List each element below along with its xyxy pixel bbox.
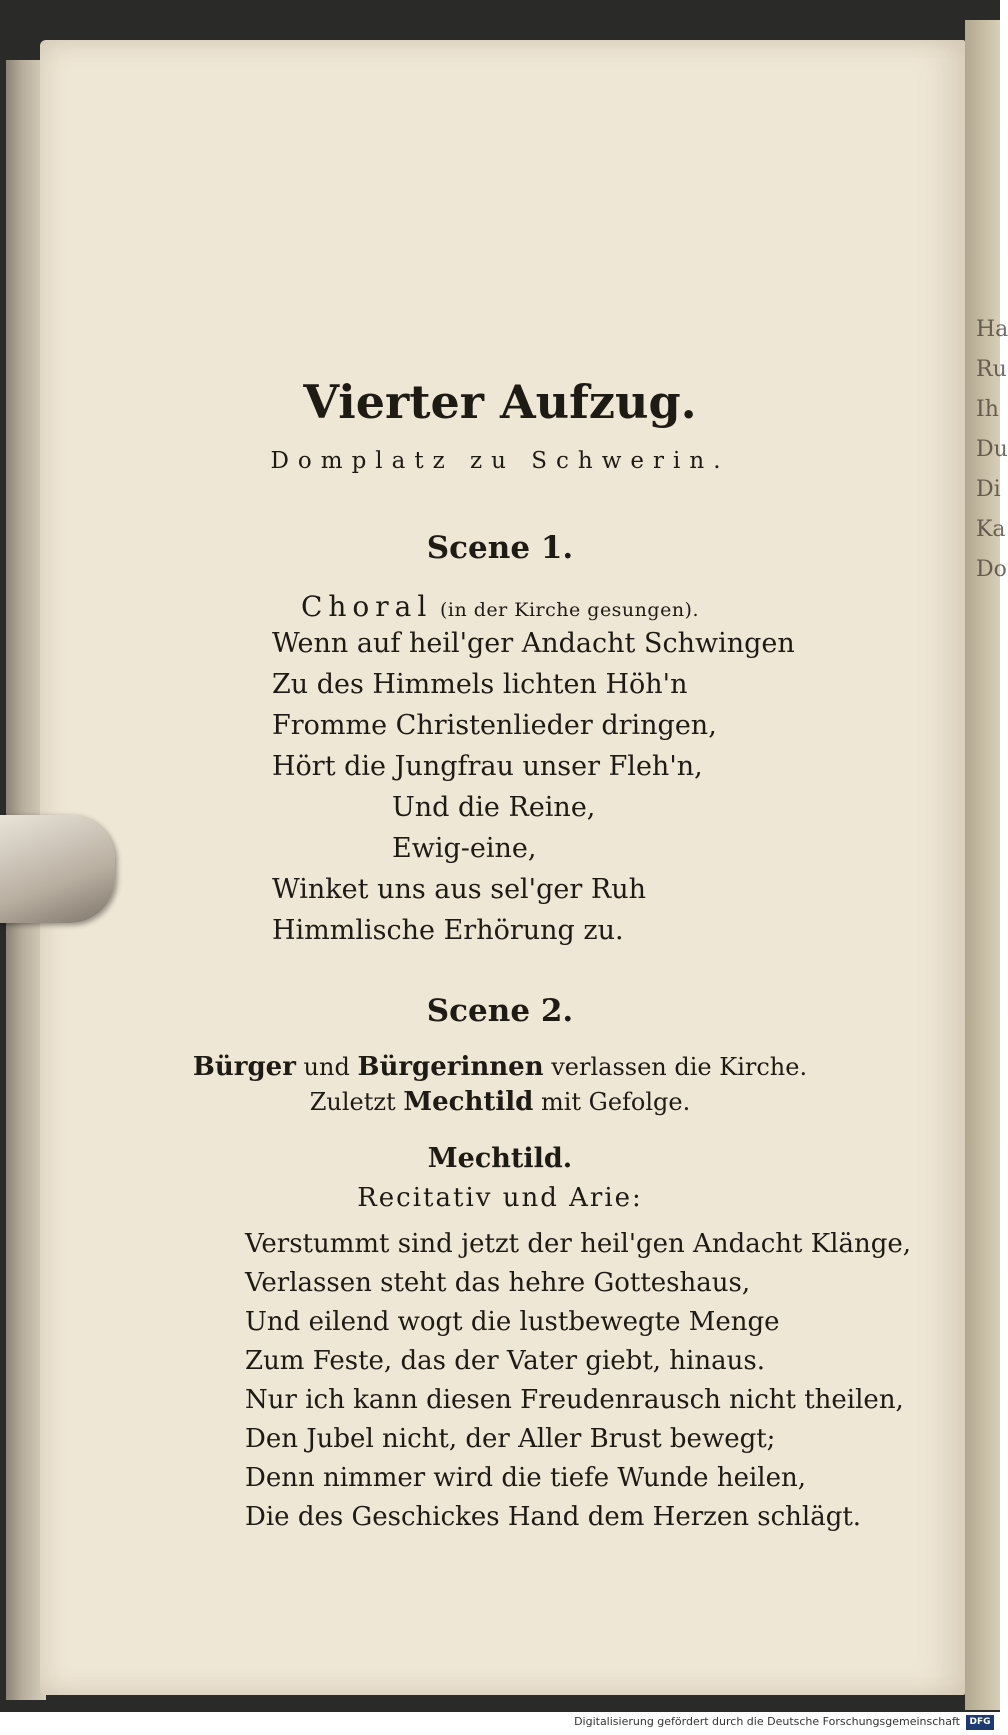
aria-line-8: Die des Geschickes Hand dem Herzen schlägt. <box>245 1502 862 1532</box>
choral-line-4: Hört die Jungfrau unser Fleh'n, <box>272 751 703 782</box>
aria-line-3: Und eilend wogt die lustbewegte Menge <box>245 1307 780 1337</box>
direction-buerger: Bürger <box>192 1052 296 1082</box>
choral-line-6: Ewig-eine, <box>392 833 537 864</box>
scene-2-heading: Scene 2. <box>426 993 574 1029</box>
aria-line-2: Verlassen steht das hehre Gotteshaus, <box>245 1268 751 1298</box>
choral-stage-note: (in der Kirche gesungen). <box>439 599 700 621</box>
choral-line-3: Fromme Christenlieder dringen, <box>272 710 717 741</box>
choral-line-1: Wenn auf heil'ger Andacht Schwingen <box>272 628 795 659</box>
choral-label: Choral <box>300 590 433 623</box>
stage-direction-line-1 <box>0 1052 1000 1082</box>
facing-letter: Ha <box>976 317 1008 342</box>
facing-letter: Do <box>976 557 1007 582</box>
facing-letter: Di <box>976 477 1001 502</box>
choral-heading <box>0 590 1000 623</box>
stage-direction-line-2 <box>0 1087 1000 1117</box>
direction-rest-2: mit Gefolge. <box>540 1088 691 1116</box>
facing-letter: Ru <box>976 357 1007 382</box>
direction-mechtild: Mechtild <box>403 1087 534 1117</box>
choral-line-7: Winket uns aus sel'ger Ruh <box>272 874 646 905</box>
facing-page-edge <box>965 20 1000 1710</box>
aria-line-6: Den Jubel nicht, der Aller Brust bewegt; <box>245 1424 776 1454</box>
thumb-holding-page <box>0 815 115 923</box>
direction-zuletzt: Zuletzt <box>309 1088 396 1116</box>
choral-line-2: Zu des Himmels lichten Höh'n <box>272 669 688 700</box>
direction-rest-1: verlassen die Kirche. <box>551 1053 808 1081</box>
aria-line-4: Zum Feste, das der Vater giebt, hinaus. <box>245 1346 765 1376</box>
aria-line-7: Denn nimmer wird die tiefe Wunde heilen, <box>245 1463 806 1493</box>
scene-location: Domplatz zu Schwerin. <box>270 448 730 474</box>
direction-buergerinnen: Bürgerinnen <box>357 1052 544 1082</box>
choral-line-5: Und die Reine, <box>392 792 596 823</box>
scene-1-heading: Scene 1. <box>426 530 574 566</box>
direction-und: und <box>303 1053 350 1081</box>
facing-letter: Ka <box>976 517 1006 542</box>
act-title: Vierter Aufzug. <box>303 375 697 429</box>
speaker-name: Mechtild. <box>427 1143 573 1174</box>
aria-subtitle: Recitativ und Arie: <box>357 1183 643 1213</box>
aria-line-5: Nur ich kann diesen Freudenrausch nicht theilen, <box>245 1385 904 1415</box>
dfg-logo: DFG <box>966 1715 994 1730</box>
digitization-credit: Digitalisierung gefördert durch die Deutsche Forschungsgemeinschaft <box>574 1715 960 1728</box>
facing-letter: Du <box>976 437 1008 462</box>
aria-line-1: Verstummt sind jetzt der heil'gen Andacht Klänge, <box>245 1229 912 1259</box>
choral-line-8: Himmlische Erhörung zu. <box>272 915 624 946</box>
facing-letter: Ih <box>976 397 999 422</box>
